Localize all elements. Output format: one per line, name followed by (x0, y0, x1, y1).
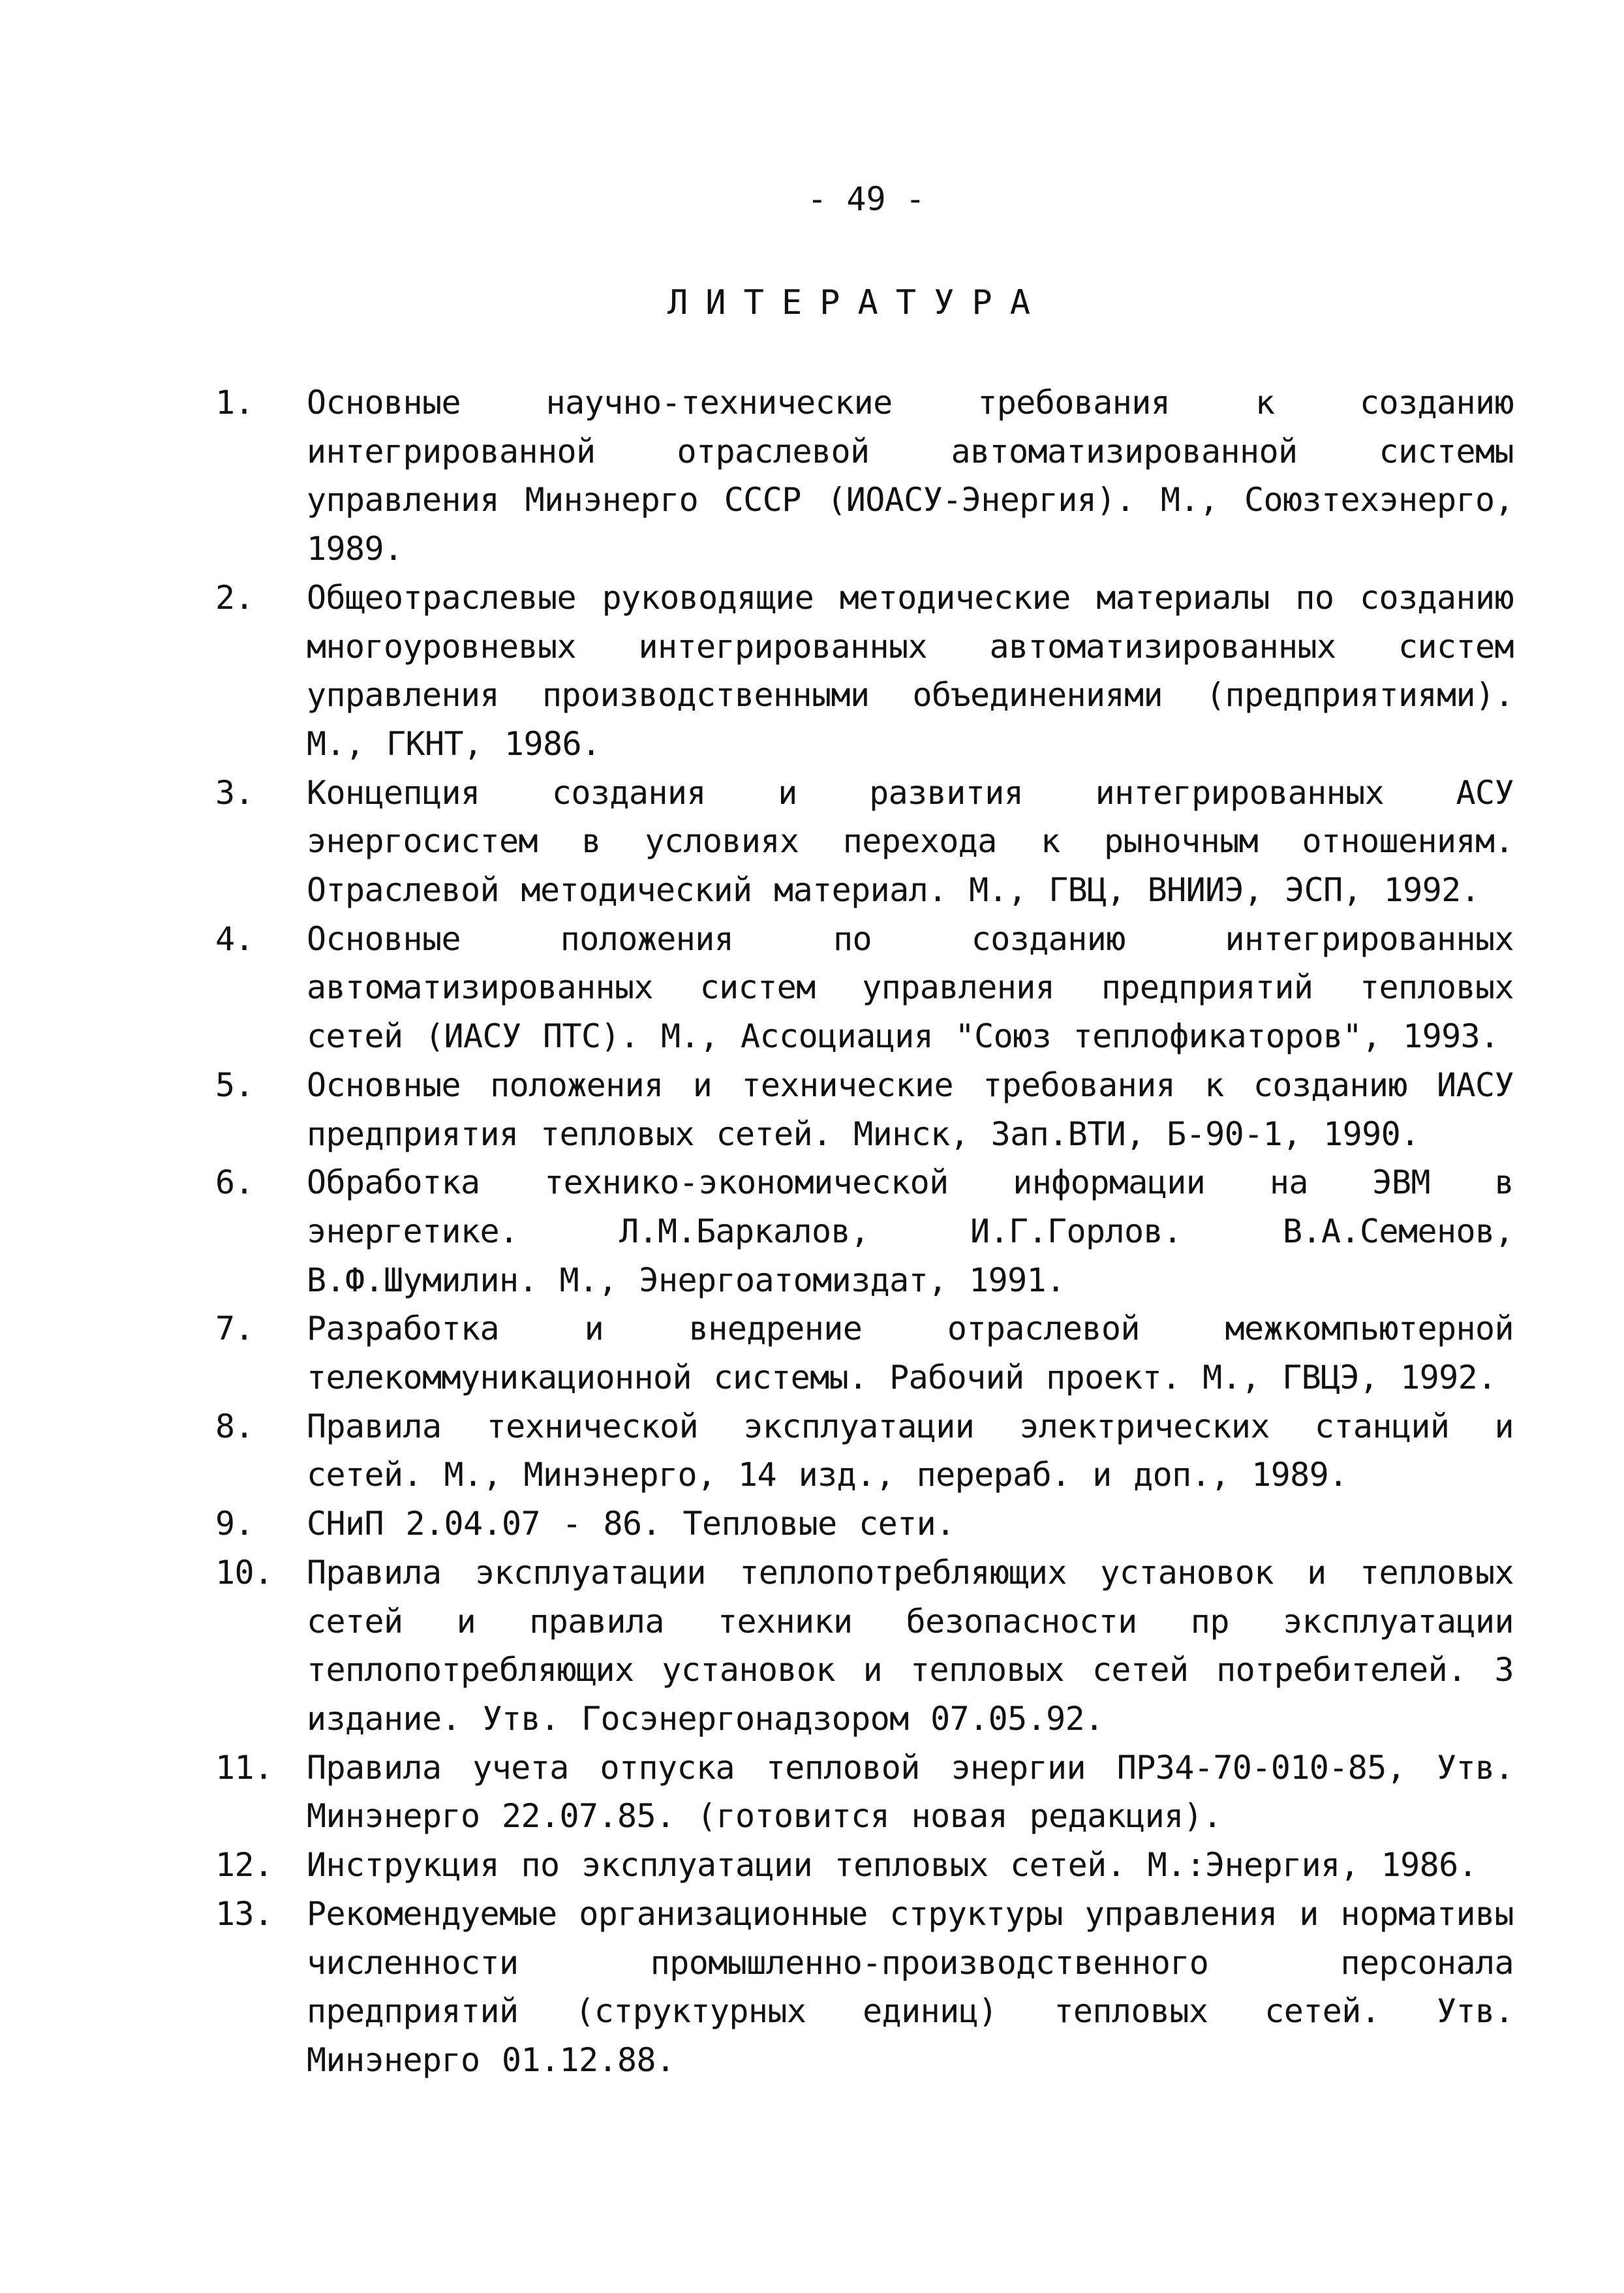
reference-item (215, 1500, 1514, 1548)
reference-number: 5. (215, 1066, 254, 1104)
reference-text: Рекомендуемые организационные структуры управления и нормативы численности промышленно-производственного персонала предприятий (структурных единиц) тепловых сетей. Утв. Минэнерго 01.12.88. (307, 1894, 1514, 2079)
reference-text: Правила эксплуатации теплопотребляющих установок и тепловых сетей и правила техники безопасности пр эксплуатации теплопотребляющих установок и тепловых сетей потребителей. 3 издание. Утв. Госэнергонадзором 07.05.92. (307, 1553, 1514, 1738)
reference-number: 12. (215, 1846, 273, 1885)
reference-text: Основные положения и технические требования к созданию ИАСУ предприятия тепловых сетей. Минск, Зап.ВТИ, Б-90-1, 1990. (307, 1066, 1514, 1153)
reference-number: 6. (215, 1163, 254, 1202)
reference-item (215, 1061, 1514, 1158)
reference-number: 13. (215, 1894, 273, 1933)
reference-number: 8. (215, 1407, 254, 1445)
reference-number: 2. (215, 578, 254, 617)
reference-item (215, 915, 1514, 1061)
reference-text: Обработка технико-экономической информации на ЭВМ в энергетике. Л.М.Баркалов, И.Г.Горлов. В.А.Семенов, В.Ф.Шумилин. М., Энергоатомиздат, 1991. (307, 1163, 1514, 1299)
page-number: - 49 - (807, 180, 925, 218)
reference-text: Концепция создания и развития интегрированных АСУ энергосистем в условиях перехода к рыночным отношениям. Отраслевой методический материал. М., ГВЦ, ВНИИЭ, ЭСП, 1992. (307, 773, 1514, 910)
reference-number: 3. (215, 773, 254, 812)
reference-number: 7. (215, 1310, 254, 1348)
reference-number: 1. (215, 384, 254, 422)
reference-text: Разработка и внедрение отраслевой межкомпьютерной телекоммуникационной системы. Рабочий проект. М., ГВЦЭ, 1992. (307, 1310, 1514, 1397)
reference-text: Правила учета отпуска тепловой энергии ПР34-70-010-85, Утв. Минэнерго 22.07.85. (готовится новая редакция). (307, 1748, 1514, 1836)
reference-list (215, 378, 1514, 2085)
reference-item (215, 1304, 1514, 1402)
reference-item (215, 769, 1514, 915)
reference-item (215, 1841, 1514, 1890)
reference-item (215, 378, 1514, 574)
reference-item (215, 574, 1514, 769)
reference-text: Общеотраслевые руководящие методические материалы по созданию многоуровневых интегрированных автоматизированных систем управления производственными объединениями (предприятиями). М., ГКНТ, 1986. (307, 578, 1514, 763)
reference-item (215, 1890, 1514, 2085)
reference-text: Основные положения по созданию интегрированных автоматизированных систем управления предприятий тепловых сетей (ИАСУ ПТС). М., Ассоциация "Союз теплофикаторов", 1993. (307, 919, 1514, 1056)
reference-text: Инструкция по эксплуатации тепловых сетей. М.:Энергия, 1986. (307, 1846, 1478, 1885)
reference-number: 9. (215, 1505, 254, 1543)
reference-number: 4. (215, 919, 254, 958)
reference-text: СНиП 2.04.07 - 86. Тепловые сети. (307, 1505, 955, 1543)
reference-text: Правила технической эксплуатации электрических станций и сетей. М., Минэнерго, 14 изд., перераб. и доп., 1989. (307, 1407, 1514, 1494)
reference-text: Основные научно-технические требования к созданию интегрированной отраслевой автоматизированной системы управления Минэнерго СССР (ИОАСУ-Энергия). М., Союзтехэнерго, 1989. (307, 384, 1514, 568)
reference-number: 10. (215, 1553, 273, 1592)
reference-item (215, 1402, 1514, 1500)
reference-item (215, 1744, 1514, 1841)
reference-number: 11. (215, 1748, 273, 1787)
reference-item (215, 1158, 1514, 1304)
page-title: ЛИТЕРАТУРА (667, 283, 1049, 322)
reference-item (215, 1548, 1514, 1744)
